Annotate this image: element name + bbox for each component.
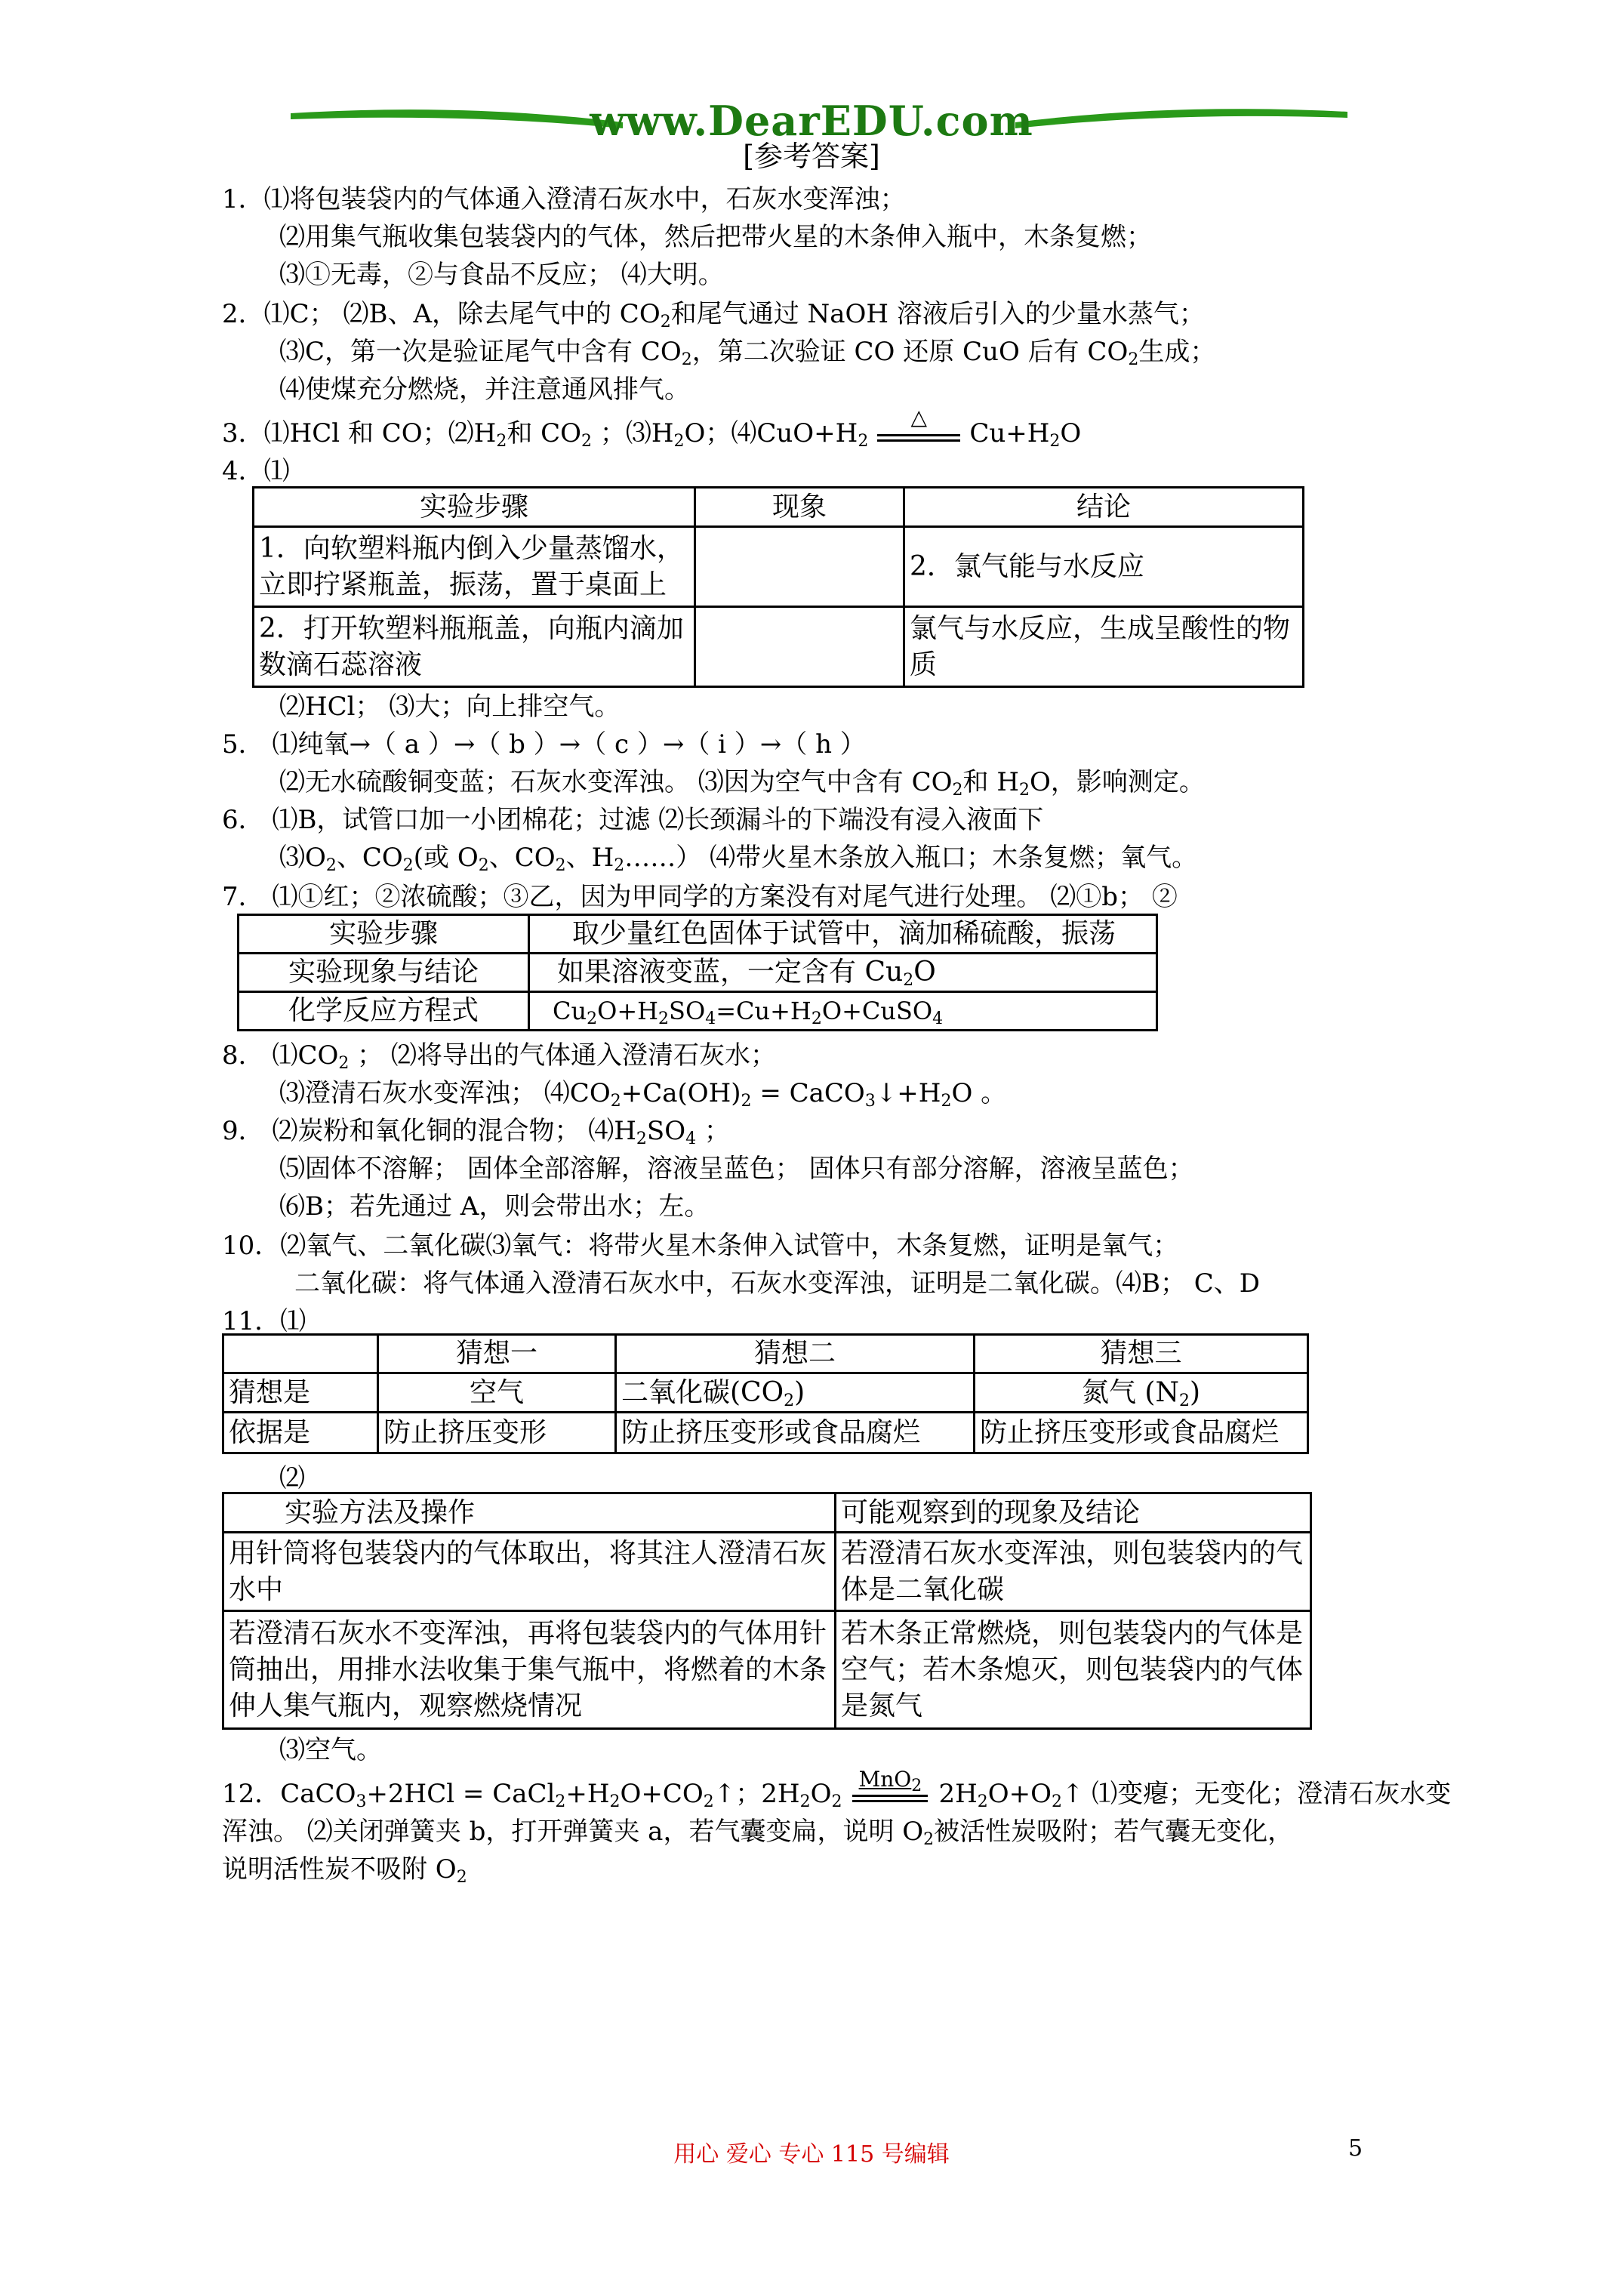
table-header: 结论 bbox=[904, 488, 1304, 527]
table-cell: 如果溶液变蓝，一定含有 $Cu_2O$ bbox=[529, 954, 1157, 992]
answer-6-line-1: 6． ⑴B，试管口加一小团棉花；过滤 ⑵长颈漏斗的下端没有浸入液面下 bbox=[222, 805, 1044, 835]
answer-11-label-2: ⑵ bbox=[279, 1463, 305, 1493]
answer-6-line-2: $⑶O_2$、$CO_2$(或 $O_2$、$CO_2$、$H_2\dots\dots$） ⑷带火星木条放入瓶口；木条复燃；氧气。 bbox=[279, 843, 1198, 875]
table-cell: 1．向软塑料瓶内倒入少量蒸馏水，立即拧紧瓶盖，振荡，置于桌面上 bbox=[254, 527, 695, 607]
answer-5-line-1: 5． ⑴纯氧→（ a ）→（ b ）→（ c ）→（ i ）→（ h ） bbox=[222, 729, 866, 760]
table-header: 现象 bbox=[695, 488, 904, 527]
page-title: [参考答案] bbox=[743, 140, 880, 173]
answer-12-line-1: 12．CaCO$_3$+2HCl = $CaCl_2+H_2O+CO_2↑$；$2H_2O_2$ MnO$_2$ $2H_2O+O_2↑$ ⑴变瘪；无变化；澄清石灰水变 bbox=[222, 1776, 1451, 1812]
heat-symbol: △ bbox=[910, 405, 928, 430]
answer-9-line-3: ⑹B；若先通过 A，则会带出水；左。 bbox=[279, 1191, 710, 1222]
answer-4-table bbox=[252, 486, 1304, 688]
table-cell: 若澄清石灰水变浑浊，则包装袋内的气体是二氧化碳 bbox=[836, 1533, 1311, 1611]
answer-7-table bbox=[237, 914, 1158, 1031]
answer-2-line-3: ⑷使煤充分燃烧，并注意通风排气。 bbox=[279, 374, 690, 405]
table-cell: 防止挤压变形或食品腐烂 bbox=[616, 1413, 975, 1453]
answer-3-line: 3．⑴HCl 和 CO；$⑵H_2$和 $CO_2$ ；$⑶H_2O$；$⑷CuO+H_2$ △ $Cu+H_2O$ bbox=[222, 415, 1081, 451]
table-cell: 氮气 $(N_2)$ bbox=[975, 1373, 1308, 1413]
table-cell: 若澄清石灰水不变浑浊，再将包装袋内的气体用针筒抽出，用排水法收集于集气瓶中，将燃着的木条伸人集气瓶内，观察燃烧情况 bbox=[223, 1611, 836, 1729]
answer-1-line-2: ⑵用集气瓶收集包装袋内的气体，然后把带火星的木条伸入瓶中，木条复燃； bbox=[279, 222, 1152, 252]
table-cell bbox=[223, 1335, 378, 1373]
answer-12-line-3: 说明活性炭不吸附 $O_2$ bbox=[222, 1854, 467, 1887]
answer-11-table-2 bbox=[222, 1492, 1312, 1730]
table-cell: $Cu_2O+H_2SO_4=Cu+H_2O+CuSO_4$ bbox=[529, 992, 1157, 1031]
table-cell: 空气 bbox=[378, 1373, 616, 1413]
table-header: 猜想三 bbox=[975, 1335, 1308, 1373]
site-logo-text: www.DearEDU.com bbox=[590, 97, 1033, 145]
table-cell: 取少量红色固体于试管中，滴加稀硫酸，振荡 bbox=[529, 915, 1157, 954]
answer-4-label: 4．⑴ bbox=[222, 456, 290, 486]
table-cell: 用针筒将包装袋内的气体取出，将其注人澄清石灰水中 bbox=[223, 1533, 836, 1611]
answer-7-line-1: 7． ⑴①红；②浓硫酸；③乙，因为甲同学的方案没有对尾气进行处理。 ⑵①b； ② bbox=[222, 882, 1178, 912]
table-cell: 防止挤压变形 bbox=[378, 1413, 616, 1453]
answer-9-line-2: ⑸固体不溶解； 固体全部溶解，溶液呈蓝色； 固体只有部分溶解，溶液呈蓝色； bbox=[279, 1154, 1194, 1184]
table-cell: 依据是 bbox=[223, 1413, 378, 1453]
table-header: 猜想一 bbox=[378, 1335, 616, 1373]
table-cell: 2．氯气能与水反应 bbox=[904, 527, 1304, 607]
answer-12-line-2: 浑浊。 ⑵关闭弹簧夹 b，打开弹簧夹 a，若气囊变扁，说明 $O_2$被活性炭吸附；若气囊无变化， bbox=[222, 1817, 1294, 1849]
table-header: 实验方法及操作 bbox=[223, 1493, 836, 1533]
table-header: 可能观察到的现象及结论 bbox=[836, 1493, 1311, 1533]
answer-11-after: ⑶空气。 bbox=[279, 1735, 382, 1765]
table-header: 实验步骤 bbox=[254, 488, 695, 527]
table-cell: 若木条正常燃烧，则包装袋内的气体是空气；若木条熄灭，则包装袋内的气体是氮气 bbox=[836, 1611, 1311, 1729]
table-cell: 实验现象与结论 bbox=[239, 954, 529, 992]
table-cell bbox=[695, 607, 904, 687]
answer-9-line-1: 9． ⑵炭粉和氧化铜的混合物； $⑷H_2SO_4$ ； bbox=[222, 1116, 730, 1148]
footer-text: 用心 爱心 专心 115 号编辑 bbox=[673, 2141, 950, 2168]
answer-11-table-1 bbox=[222, 1333, 1309, 1454]
answer-4-after: ⑵HCl； ⑶大；向上排空气。 bbox=[279, 692, 621, 722]
table-cell bbox=[695, 527, 904, 607]
answer-5-line-2: ⑵无水硫酸铜变蓝；石灰水变浑浊。 ⑶因为空气中含有 $CO_2$和 $H_2O$，影响测定。 bbox=[279, 767, 1205, 800]
answer-11-label: 11．⑴ bbox=[222, 1306, 306, 1336]
table-cell: 实验步骤 bbox=[239, 915, 529, 954]
answer-10-line-2: 二氧化碳：将气体通入澄清石灰水中，石灰水变浑浊，证明是二氧化碳。⑷B； C、D bbox=[294, 1268, 1261, 1299]
table-cell: 二氧化碳$(CO_2)$ bbox=[616, 1373, 975, 1413]
answer-8-line-1: 8． $⑴CO_2$ ； ⑵将导出的气体通入澄清石灰水； bbox=[222, 1040, 776, 1073]
page-number: 5 bbox=[1348, 2135, 1363, 2162]
answer-1-line-3: ⑶①无毒，②与食品不反应； ⑷大明。 bbox=[279, 260, 724, 290]
answer-2-line-1: 2．⑴C； ⑵B、A，除去尾气中的 $CO_2$和尾气通过 NaOH 溶液后引入的少量水蒸气； bbox=[222, 299, 1205, 331]
answer-10-line-1: 10．⑵氧气、二氧化碳⑶氧气：将带火星木条伸入试管中，木条复燃，证明是氧气； bbox=[222, 1231, 1179, 1261]
table-cell: 猜想是 bbox=[223, 1373, 378, 1413]
answer-8-line-2: ⑶澄清石灰水变浑浊； $⑷CO_2+Ca(OH)_2$ = $CaCO_3↓+H_2O$ 。 bbox=[279, 1078, 1007, 1111]
table-cell: 化学反应方程式 bbox=[239, 992, 529, 1031]
table-header: 猜想二 bbox=[616, 1335, 975, 1373]
answer-1-line-1: 1．⑴将包装袋内的气体通入澄清石灰水中，石灰水变浑浊； bbox=[222, 184, 906, 214]
catalyst-label: MnO$_2$ bbox=[858, 1767, 922, 1795]
table-cell: 2．打开软塑料瓶瓶盖，向瓶内滴加数滴石蕊溶液 bbox=[254, 607, 695, 687]
table-cell: 防止挤压变形或食品腐烂 bbox=[975, 1413, 1308, 1453]
answer-2-line-2: ⑶C，第一次是验证尾气中含有 $CO_2$，第二次验证 CO 还原 CuO 后有 $CO_2$生成； bbox=[279, 337, 1216, 369]
table-cell: 氯气与水反应，生成呈酸性的物质 bbox=[904, 607, 1304, 687]
